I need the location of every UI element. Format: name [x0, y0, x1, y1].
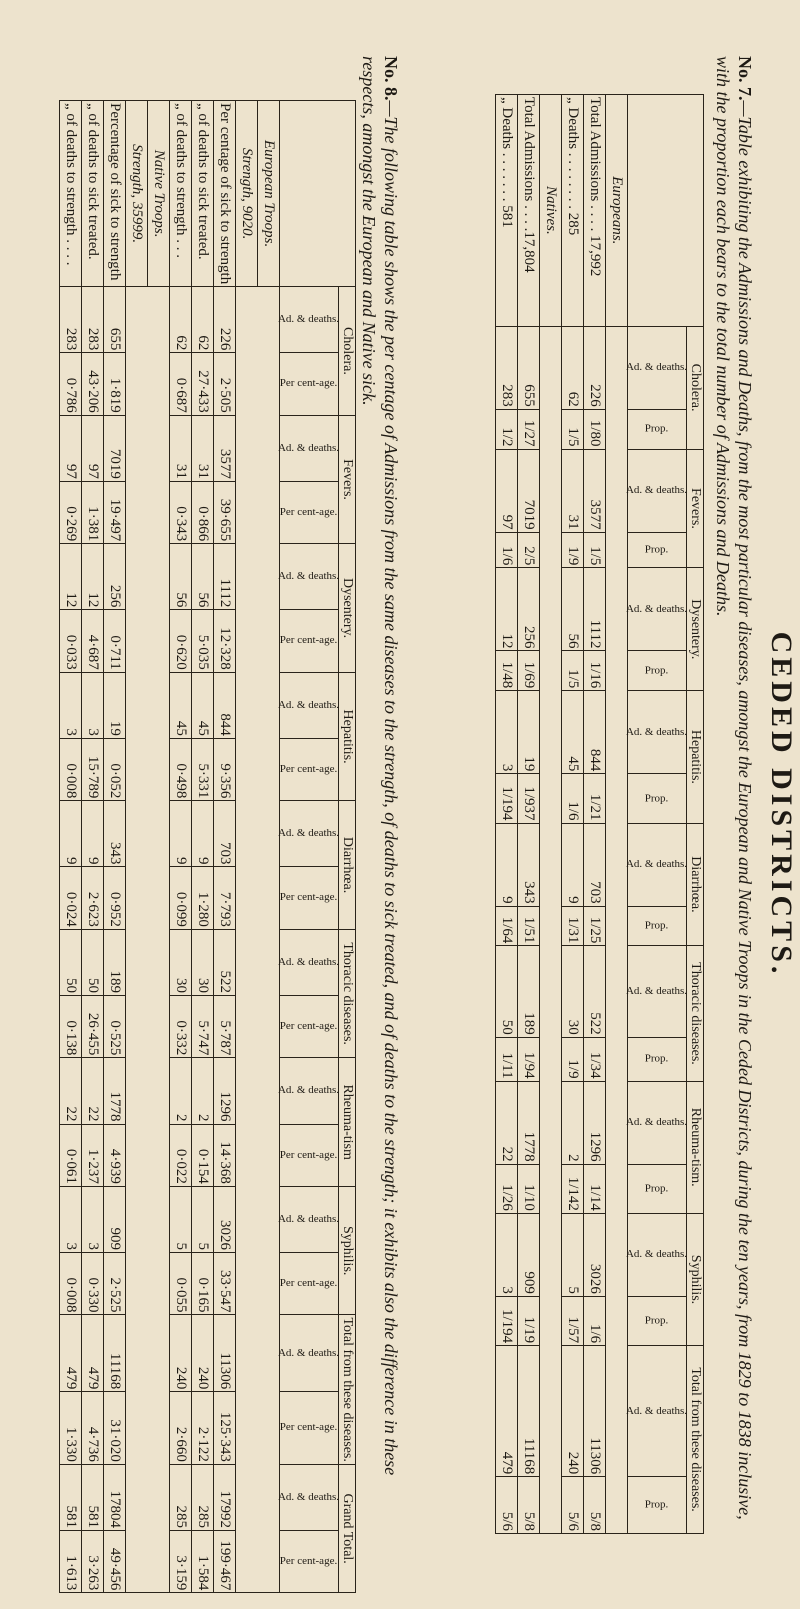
table-cell: 5·331 — [192, 738, 214, 800]
table-cell: 285 — [170, 1464, 192, 1530]
subheader-ratio: Per cent-age. — [280, 1124, 339, 1186]
table-cell: 3 — [82, 1186, 104, 1252]
table-cell: 11306 — [214, 1315, 236, 1392]
section-label: European Troops. — [258, 101, 280, 287]
table-cell: 1/9 — [562, 1037, 584, 1081]
table-cell: 1·819 — [104, 353, 126, 415]
row-label: „ of deaths to sick treated. — [192, 101, 214, 287]
table-cell: 240 — [192, 1315, 214, 1392]
section-label: Strength, 35999. — [126, 101, 148, 287]
table-cell: 9 — [192, 801, 214, 867]
table-cell: 1·280 — [192, 867, 214, 929]
table-cell: 2·122 — [192, 1392, 214, 1465]
subheader-count: Ad. & deaths. — [280, 1464, 339, 1530]
table-cell: 9 — [496, 823, 518, 906]
table-cell: 581 — [82, 1464, 104, 1530]
table-cell: 2·623 — [82, 867, 104, 929]
subheader-ratio: Per cent-age. — [280, 867, 339, 929]
table-cell: 5 — [562, 1213, 584, 1296]
table-cell: 49·456 — [104, 1531, 126, 1593]
table-cell: 97 — [60, 415, 82, 481]
subheader-count: Ad. & deaths. — [280, 544, 339, 610]
table-row — [584, 95, 606, 1534]
col-group-header: Thoracic diseases. — [339, 929, 356, 1058]
table-cell: 1/69 — [518, 651, 540, 691]
table-cell: 1/64 — [496, 906, 518, 946]
table-7-caption-text: —Table exhibiting the Admissions and Deaths, from the most particular diseases, amongst the European and Native Troops in the Ceded Districts, during the ten years, from 1829 to 1838 inclusive, with the proportion each bears to the total number of Admissions and Deaths. — [713, 56, 755, 1520]
table-cell: 1/194 — [496, 774, 518, 823]
table-cell: 17804 — [104, 1464, 126, 1530]
table-cell: 1296 — [584, 1081, 606, 1164]
table-cell: 19 — [518, 691, 540, 774]
table-cell: 1/5 — [584, 532, 606, 568]
table-cell: 3 — [496, 691, 518, 774]
table-cell: 1/31 — [562, 906, 584, 946]
table-cell: 1·330 — [60, 1392, 82, 1465]
table-cell: 1/51 — [518, 906, 540, 946]
table-cell: 0·330 — [82, 1253, 104, 1315]
table-cell: 1/2 — [496, 409, 518, 449]
row-label: Total Admissions . . . .17,804 — [518, 95, 540, 327]
table-cell: 62 — [192, 287, 214, 353]
table-cell: 5 — [170, 1186, 192, 1252]
table-row — [562, 95, 584, 1534]
col-group-header: Diarrhœa. — [687, 823, 704, 946]
col-group-header: Fevers. — [339, 415, 356, 544]
table-cell: 5 — [192, 1186, 214, 1252]
table-cell: 17992 — [214, 1464, 236, 1530]
table-8-caption — [358, 56, 402, 1536]
table-cell: 1296 — [214, 1058, 236, 1124]
table-8-caption-text: —The following table shows the per centage of Admissions from the same diseases to the strength, of deaths to sick treated, and of deaths to the strength; it exhibits also the difference in these respects, amongst the European and Native sick. — [359, 56, 401, 1476]
section-row — [540, 95, 562, 1534]
table-cell: 1/6 — [584, 1296, 606, 1345]
col-group-header: Total from these diseases. — [687, 1346, 704, 1534]
table-cell: 1·613 — [60, 1531, 82, 1593]
table-cell: 0·138 — [60, 995, 82, 1057]
table-cell: 50 — [82, 929, 104, 995]
subheader-ratio: Prop. — [628, 774, 687, 823]
table-cell: 33·547 — [214, 1253, 236, 1315]
table-cell: 1/14 — [584, 1164, 606, 1213]
subheader-ratio: Prop. — [628, 1037, 687, 1081]
table-cell: 11168 — [518, 1346, 540, 1477]
table-cell: 12 — [496, 568, 518, 651]
table-cell: 9·356 — [214, 738, 236, 800]
table-cell: 14·368 — [214, 1124, 236, 1186]
table-cell: 0·952 — [104, 867, 126, 929]
col-group-header: Rheuma-tism — [339, 1058, 356, 1187]
table-cell: 1/142 — [562, 1164, 584, 1213]
row-label: Per centage of sick to strength — [214, 101, 236, 287]
subheader-count: Ad. & deaths. — [280, 801, 339, 867]
col-group-header: Diarrhœa. — [339, 801, 356, 930]
subheader-ratio: Per cent-age. — [280, 1253, 339, 1315]
table-cell: 7·793 — [214, 867, 236, 929]
table-cell: 226 — [584, 326, 606, 409]
table-cell: 189 — [104, 929, 126, 995]
table-row — [82, 101, 104, 1593]
table-cell: 22 — [60, 1058, 82, 1124]
table-cell: 22 — [496, 1081, 518, 1164]
table-cell: 2·660 — [170, 1392, 192, 1465]
table-cell: 1/21 — [584, 774, 606, 823]
table-cell: 50 — [60, 929, 82, 995]
row-label: „ Deaths . . . . . . . 581 — [496, 95, 518, 327]
table-cell: 45 — [170, 672, 192, 738]
table-cell: 0·343 — [170, 481, 192, 543]
table-cell: 31 — [170, 415, 192, 481]
table-row — [104, 101, 126, 1593]
subheader-ratio: Prop. — [628, 409, 687, 449]
table-cell: 2 — [170, 1058, 192, 1124]
subheader-count: Ad. & deaths. — [280, 672, 339, 738]
table-cell: 11168 — [104, 1315, 126, 1392]
table-cell: 3 — [82, 672, 104, 738]
table-cell: 1·381 — [82, 481, 104, 543]
table-cell: 97 — [496, 449, 518, 532]
row-label: „ of deaths to strength . . . . — [60, 101, 82, 287]
col-group-header: Total from these diseases. — [339, 1315, 356, 1464]
table-cell: 22 — [82, 1058, 104, 1124]
col-group-header: Syphilis. — [339, 1186, 356, 1315]
table-cell: 703 — [214, 801, 236, 867]
table-cell: 240 — [562, 1346, 584, 1477]
subheader-ratio: Per cent-age. — [280, 1531, 339, 1593]
table-cell: 479 — [496, 1346, 518, 1477]
table-cell: 1/5 — [562, 409, 584, 449]
table-cell: 5/8 — [584, 1477, 606, 1534]
subheader-ratio: Per cent-age. — [280, 353, 339, 415]
table-cell: 4·687 — [82, 610, 104, 672]
table-cell: 2 — [562, 1081, 584, 1164]
table-cell: 27·433 — [192, 353, 214, 415]
table-cell: 283 — [60, 287, 82, 353]
row-label: „ of deaths to strength . . . — [170, 101, 192, 287]
table-cell: 1/6 — [496, 532, 518, 568]
table-cell: 0·055 — [170, 1253, 192, 1315]
table-cell: 909 — [104, 1186, 126, 1252]
subheader-count: Ad. & deaths. — [628, 449, 687, 532]
table-cell: 0·008 — [60, 738, 82, 800]
table-row — [518, 95, 540, 1534]
table-cell: 5·787 — [214, 995, 236, 1057]
table-cell: 31·020 — [104, 1392, 126, 1465]
subheader-ratio: Per cent-age. — [280, 738, 339, 800]
table-cell: 1/57 — [562, 1296, 584, 1345]
table-cell: 12 — [60, 544, 82, 610]
col-group-header: Fevers. — [687, 449, 704, 568]
subheader-count: Ad. & deaths. — [280, 929, 339, 995]
section-label: Native Troops. — [148, 101, 170, 287]
table-cell: 1/26 — [496, 1164, 518, 1213]
table-cell: 56 — [562, 568, 584, 651]
table-cell: 655 — [104, 287, 126, 353]
table-cell: 9 — [170, 801, 192, 867]
table-cell: 240 — [170, 1315, 192, 1392]
subheader-ratio: Prop. — [628, 651, 687, 691]
table-cell: 189 — [518, 946, 540, 1037]
subheader-ratio: Per cent-age. — [280, 610, 339, 672]
table-cell: 56 — [192, 544, 214, 610]
subheader-ratio: Per cent-age. — [280, 995, 339, 1057]
table-cell: 3026 — [584, 1213, 606, 1296]
subheader-count: Ad. & deaths. — [628, 1081, 687, 1164]
table-cell: 11306 — [584, 1346, 606, 1477]
table-row — [214, 101, 236, 1593]
subheader-count: Ad. & deaths. — [628, 691, 687, 774]
table-cell: 1/94 — [518, 1037, 540, 1081]
table-cell: 844 — [214, 672, 236, 738]
col-group-header: Cholera. — [339, 287, 356, 416]
row-label: „ of deaths to sick treated. — [82, 101, 104, 287]
col-group-header: Thoracic diseases. — [687, 946, 704, 1081]
table-cell: 62 — [562, 326, 584, 409]
table-cell: 0·269 — [60, 481, 82, 543]
stub-header — [628, 95, 704, 327]
table-cell: 5/6 — [496, 1477, 518, 1534]
subheader-ratio: Prop. — [628, 1477, 687, 1534]
table-cell: 1·237 — [82, 1124, 104, 1186]
table-cell: 1/937 — [518, 774, 540, 823]
col-group-header: Hepatitis. — [687, 691, 704, 823]
section-row — [606, 95, 628, 1534]
subheader-count: Ad. & deaths. — [280, 1315, 339, 1392]
table-cell: 0·033 — [60, 610, 82, 672]
subheader-count: Ad. & deaths. — [280, 287, 339, 353]
table-cell: 1/27 — [518, 409, 540, 449]
table-cell: 12 — [82, 544, 104, 610]
table-7-number: No. 7. — [735, 56, 755, 101]
section-label: Natives. — [540, 95, 562, 327]
table-cell: 1/6 — [562, 774, 584, 823]
table-8-number: No. 8. — [381, 56, 401, 101]
table-cell: 844 — [584, 691, 606, 774]
table-cell: 15·789 — [82, 738, 104, 800]
table-cell: 256 — [104, 544, 126, 610]
table-cell: 3 — [60, 672, 82, 738]
table-cell: 2/5 — [518, 532, 540, 568]
table-cell: 9 — [562, 823, 584, 906]
table-cell: 0·786 — [60, 353, 82, 415]
row-label: Total Admissions . . . . 17,992 — [584, 95, 606, 327]
table-cell: 522 — [214, 929, 236, 995]
subheader-count: Ad. & deaths. — [628, 823, 687, 906]
table-cell: 45 — [562, 691, 584, 774]
table-cell: 56 — [170, 544, 192, 610]
table-cell: 50 — [496, 946, 518, 1037]
table-row — [170, 101, 192, 1593]
table-cell: 5/8 — [518, 1477, 540, 1534]
table-cell: 0·866 — [192, 481, 214, 543]
col-group-header: Hepatitis. — [339, 672, 356, 801]
table-cell: 2·525 — [104, 1253, 126, 1315]
section-row — [148, 101, 170, 1593]
table-cell: 7019 — [104, 415, 126, 481]
table-cell: 4·939 — [104, 1124, 126, 1186]
col-group-header: Dysentery. — [339, 544, 356, 673]
table-cell: 655 — [518, 326, 540, 409]
table-cell: 39·655 — [214, 481, 236, 543]
table-cell: 0·525 — [104, 995, 126, 1057]
section-row — [126, 101, 148, 1593]
table-cell: 97 — [82, 415, 104, 481]
subheader-ratio: Prop. — [628, 532, 687, 568]
subheader-ratio: Per cent-age. — [280, 481, 339, 543]
table-cell: 1·584 — [192, 1531, 214, 1593]
subheader-count: Ad. & deaths. — [628, 1346, 687, 1477]
table-cell: 31 — [192, 415, 214, 481]
table-cell: 3026 — [214, 1186, 236, 1252]
section-row — [236, 101, 258, 1593]
section-label: Europeans. — [606, 95, 628, 327]
table-cell: 1/34 — [584, 1037, 606, 1081]
table-cell: 3·159 — [170, 1531, 192, 1593]
col-group-header: Cholera. — [687, 326, 704, 449]
table-cell: 479 — [82, 1315, 104, 1392]
table-cell: 3 — [496, 1213, 518, 1296]
table-cell: 703 — [584, 823, 606, 906]
col-group-header: Grand Total. — [339, 1464, 356, 1593]
table-cell: 1112 — [214, 544, 236, 610]
table-cell: 1/25 — [584, 906, 606, 946]
section-label: Strength, 9020. — [236, 101, 258, 287]
table-cell: 226 — [214, 287, 236, 353]
subheader-ratio: Per cent-age. — [280, 1392, 339, 1465]
table-cell: 2 — [192, 1058, 214, 1124]
table-cell: 1/5 — [562, 651, 584, 691]
table-cell: 0·498 — [170, 738, 192, 800]
table-cell: 30 — [192, 929, 214, 995]
table-cell: 0·099 — [170, 867, 192, 929]
table-cell: 0·052 — [104, 738, 126, 800]
table-cell: 1/9 — [562, 532, 584, 568]
table-cell: 3·263 — [82, 1531, 104, 1593]
subheader-count: Ad. & deaths. — [280, 1186, 339, 1252]
table-cell: 30 — [170, 929, 192, 995]
table-cell: 7019 — [518, 449, 540, 532]
table-cell: 283 — [496, 326, 518, 409]
table-cell: 0·620 — [170, 610, 192, 672]
table-cell: 0·332 — [170, 995, 192, 1057]
table-cell: 4·736 — [82, 1392, 104, 1465]
table-cell: 522 — [584, 946, 606, 1037]
table-7-caption — [712, 56, 756, 1536]
col-group-header: Dysentery. — [687, 568, 704, 691]
table-cell: 19 — [104, 672, 126, 738]
table-cell: 45 — [192, 672, 214, 738]
table-cell: 256 — [518, 568, 540, 651]
subheader-count: Ad. & deaths. — [628, 946, 687, 1037]
table-cell: 0·061 — [60, 1124, 82, 1186]
table-cell: 19·497 — [104, 481, 126, 543]
subheader-ratio: Prop. — [628, 1164, 687, 1213]
table-cell: 31 — [562, 449, 584, 532]
table-cell: 1778 — [518, 1081, 540, 1164]
table-cell: 343 — [518, 823, 540, 906]
table-cell: 1/16 — [584, 651, 606, 691]
table-row — [192, 101, 214, 1593]
table-cell: 199·467 — [214, 1531, 236, 1593]
table-cell: 12·328 — [214, 610, 236, 672]
subheader-count: Ad. & deaths. — [280, 1058, 339, 1124]
table-cell: 283 — [82, 287, 104, 353]
table-cell: 1/19 — [518, 1296, 540, 1345]
table-cell: 0·711 — [104, 610, 126, 672]
table-cell: 1/48 — [496, 651, 518, 691]
table-cell: 43·206 — [82, 353, 104, 415]
subheader-ratio: Prop. — [628, 1296, 687, 1345]
subheader-count: Ad. & deaths. — [628, 1213, 687, 1296]
table-cell: 9 — [82, 801, 104, 867]
row-label: „ Deaths . . . . . . . . 285 — [562, 95, 584, 327]
table-cell: 26·455 — [82, 995, 104, 1057]
table-cell: 0·154 — [192, 1124, 214, 1186]
col-group-header: Rheuma-tism. — [687, 1081, 704, 1213]
section-row — [258, 101, 280, 1593]
table-cell: 0·165 — [192, 1253, 214, 1315]
table-cell: 1778 — [104, 1058, 126, 1124]
table-cell: 0·024 — [60, 867, 82, 929]
table-cell: 3577 — [584, 449, 606, 532]
table-cell: 5/6 — [562, 1477, 584, 1534]
table-cell: 1/80 — [584, 409, 606, 449]
table-row — [60, 101, 82, 1593]
page-heading: CEDED DISTRICTS. — [765, 631, 798, 978]
table-cell: 62 — [170, 287, 192, 353]
table-cell: 9 — [60, 801, 82, 867]
table-cell: 0·008 — [60, 1253, 82, 1315]
subheader-count: Ad. & deaths. — [628, 326, 687, 409]
subheader-count: Ad. & deaths. — [628, 568, 687, 651]
table-cell: 581 — [60, 1464, 82, 1530]
table-cell: 1112 — [584, 568, 606, 651]
table-cell: 479 — [60, 1315, 82, 1392]
table-cell: 285 — [192, 1464, 214, 1530]
table-cell: 0·022 — [170, 1124, 192, 1186]
table-cell: 3577 — [214, 415, 236, 481]
col-group-header: Syphilis. — [687, 1213, 704, 1345]
table-cell: 2·505 — [214, 353, 236, 415]
table-7 — [495, 94, 704, 1534]
table-8 — [59, 100, 356, 1593]
table-cell: 0·687 — [170, 353, 192, 415]
table-cell: 1/10 — [518, 1164, 540, 1213]
table-cell: 1/194 — [496, 1296, 518, 1345]
table-cell: 3 — [60, 1186, 82, 1252]
table-cell: 343 — [104, 801, 126, 867]
table-cell: 30 — [562, 946, 584, 1037]
table-cell: 1/11 — [496, 1037, 518, 1081]
row-label: Percentage of sick to strength — [104, 101, 126, 287]
table-cell: 909 — [518, 1213, 540, 1296]
table-cell: 5·035 — [192, 610, 214, 672]
subheader-count: Ad. & deaths. — [280, 415, 339, 481]
subheader-ratio: Prop. — [628, 906, 687, 946]
table-row — [496, 95, 518, 1534]
table-cell: 5·747 — [192, 995, 214, 1057]
table-cell: 125·343 — [214, 1392, 236, 1465]
stub-header — [280, 101, 356, 287]
